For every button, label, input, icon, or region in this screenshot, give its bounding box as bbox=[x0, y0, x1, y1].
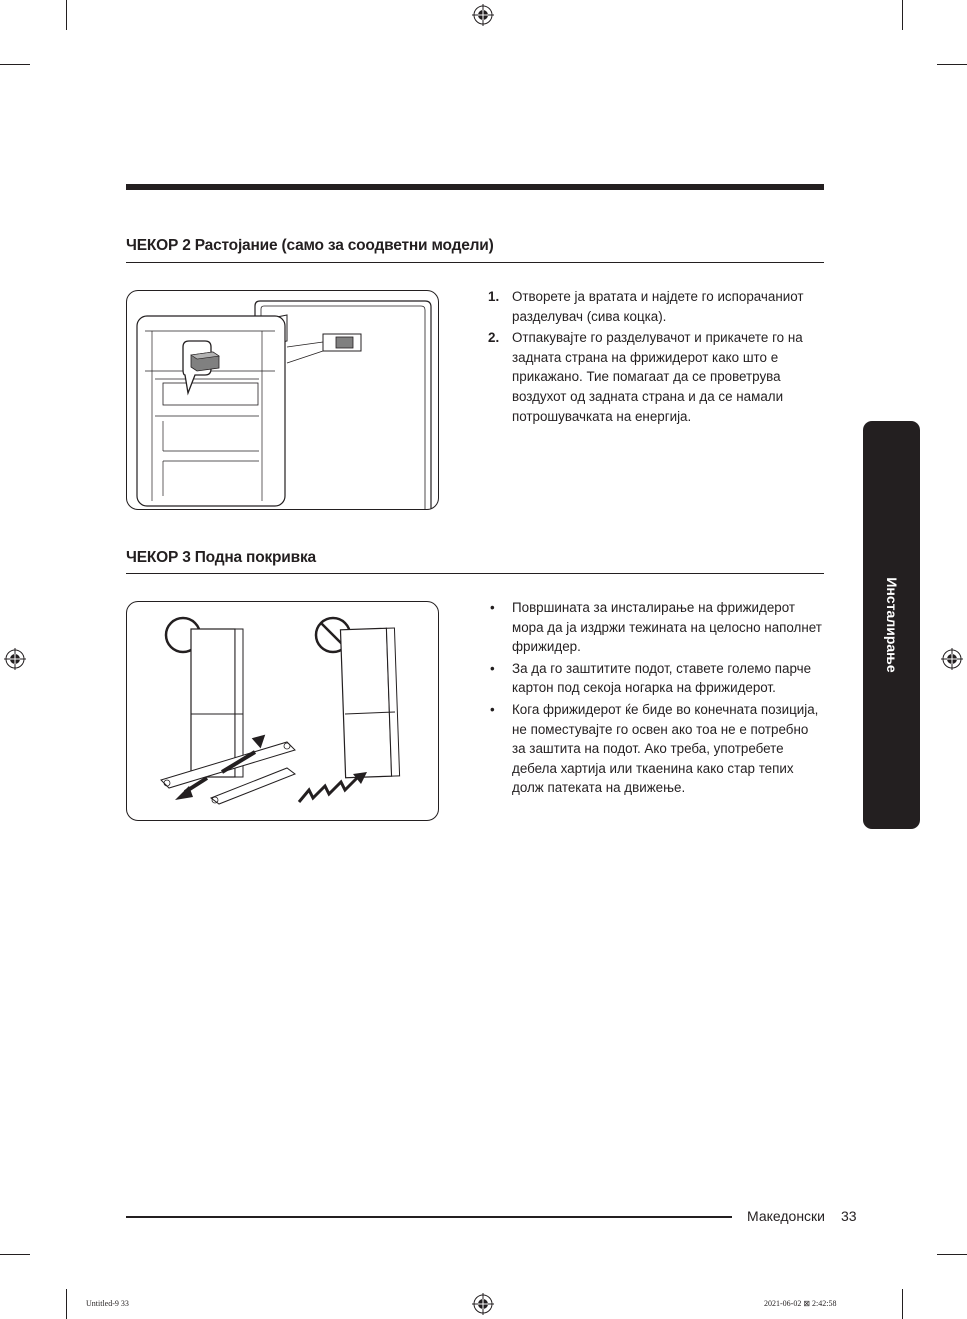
registration-mark-icon bbox=[472, 4, 494, 26]
bullet-mark: • bbox=[490, 600, 495, 615]
bullet-mark: • bbox=[490, 701, 495, 717]
step3-bullet-text: Површината за инсталирање на фрижидерот мора да ја издржи тежината на целосно наполнет фрижидер. bbox=[512, 600, 822, 655]
bullet-mark: • bbox=[490, 660, 495, 676]
footer-rule bbox=[126, 1216, 732, 1218]
step2-heading: ЧЕКОР 2 Растојание (само за соодветни модели) bbox=[126, 237, 494, 254]
floor-protection-diagram bbox=[127, 602, 438, 820]
step3-bullet bbox=[488, 700, 824, 798]
crop-mark bbox=[66, 1289, 67, 1319]
step2-item bbox=[488, 287, 824, 326]
step2-rule bbox=[126, 262, 824, 263]
registration-mark-icon bbox=[941, 648, 963, 670]
registration-mark-icon bbox=[4, 648, 26, 670]
crop-mark bbox=[0, 1254, 30, 1255]
step2-item-text: Отпакувајте го разделувачот и прикачете го на задната страна на фрижидерот како што е прикажано. Тие помагаат да се проветрува воздухот од задната страна и да се намали потрошувачката на енергија. bbox=[512, 330, 803, 424]
top-rule bbox=[126, 184, 824, 190]
step3-illustration bbox=[126, 601, 439, 821]
step2-item bbox=[488, 328, 824, 426]
crop-mark bbox=[66, 0, 67, 30]
step2-item-number: 2. bbox=[488, 330, 500, 346]
step3-bullet-text: За да го заштитите подот, ставете големо парче картон под секоја ногарка на фрижидерот. bbox=[512, 660, 812, 696]
print-slug-file: Untitled-9 33 bbox=[86, 1299, 129, 1308]
step2-instructions bbox=[488, 287, 824, 428]
crop-mark bbox=[937, 1254, 967, 1255]
step3-rule bbox=[126, 573, 824, 574]
crop-mark bbox=[937, 64, 967, 65]
step3-bullet bbox=[488, 598, 824, 657]
registration-mark-icon bbox=[472, 1293, 494, 1315]
side-tab-label: Инсталирање bbox=[883, 577, 900, 673]
crop-mark bbox=[0, 64, 30, 65]
step2-item-text: Отворете ја вратата и најдете го испорачаниот разделувач (сива коцка). bbox=[512, 289, 804, 324]
footer-language: Македонски bbox=[747, 1208, 825, 1224]
crop-mark bbox=[902, 1289, 903, 1319]
step3-bullet bbox=[488, 659, 824, 698]
step2-item-number: 1. bbox=[488, 289, 500, 304]
step3-instructions bbox=[488, 598, 824, 800]
step2-illustration bbox=[126, 290, 439, 510]
step3-heading: ЧЕКОР 3 Подна покривка bbox=[126, 549, 316, 566]
crop-mark bbox=[902, 0, 903, 30]
spacer-diagram bbox=[127, 291, 438, 509]
page-number: 33 bbox=[841, 1208, 857, 1224]
print-slug-datetime: 2021-06-02 ⊠ 2:42:58 bbox=[764, 1299, 837, 1308]
step3-bullet-text: Кога фрижидерот ќе биде во конечната позиција, не поместувајте го освен ако тоа не е потребно за заштита на подот. Ако треба, употребете дебела хартија или ткаенина како стар тепих долж патеката на движење. bbox=[512, 701, 819, 796]
section-side-tab bbox=[863, 421, 920, 829]
